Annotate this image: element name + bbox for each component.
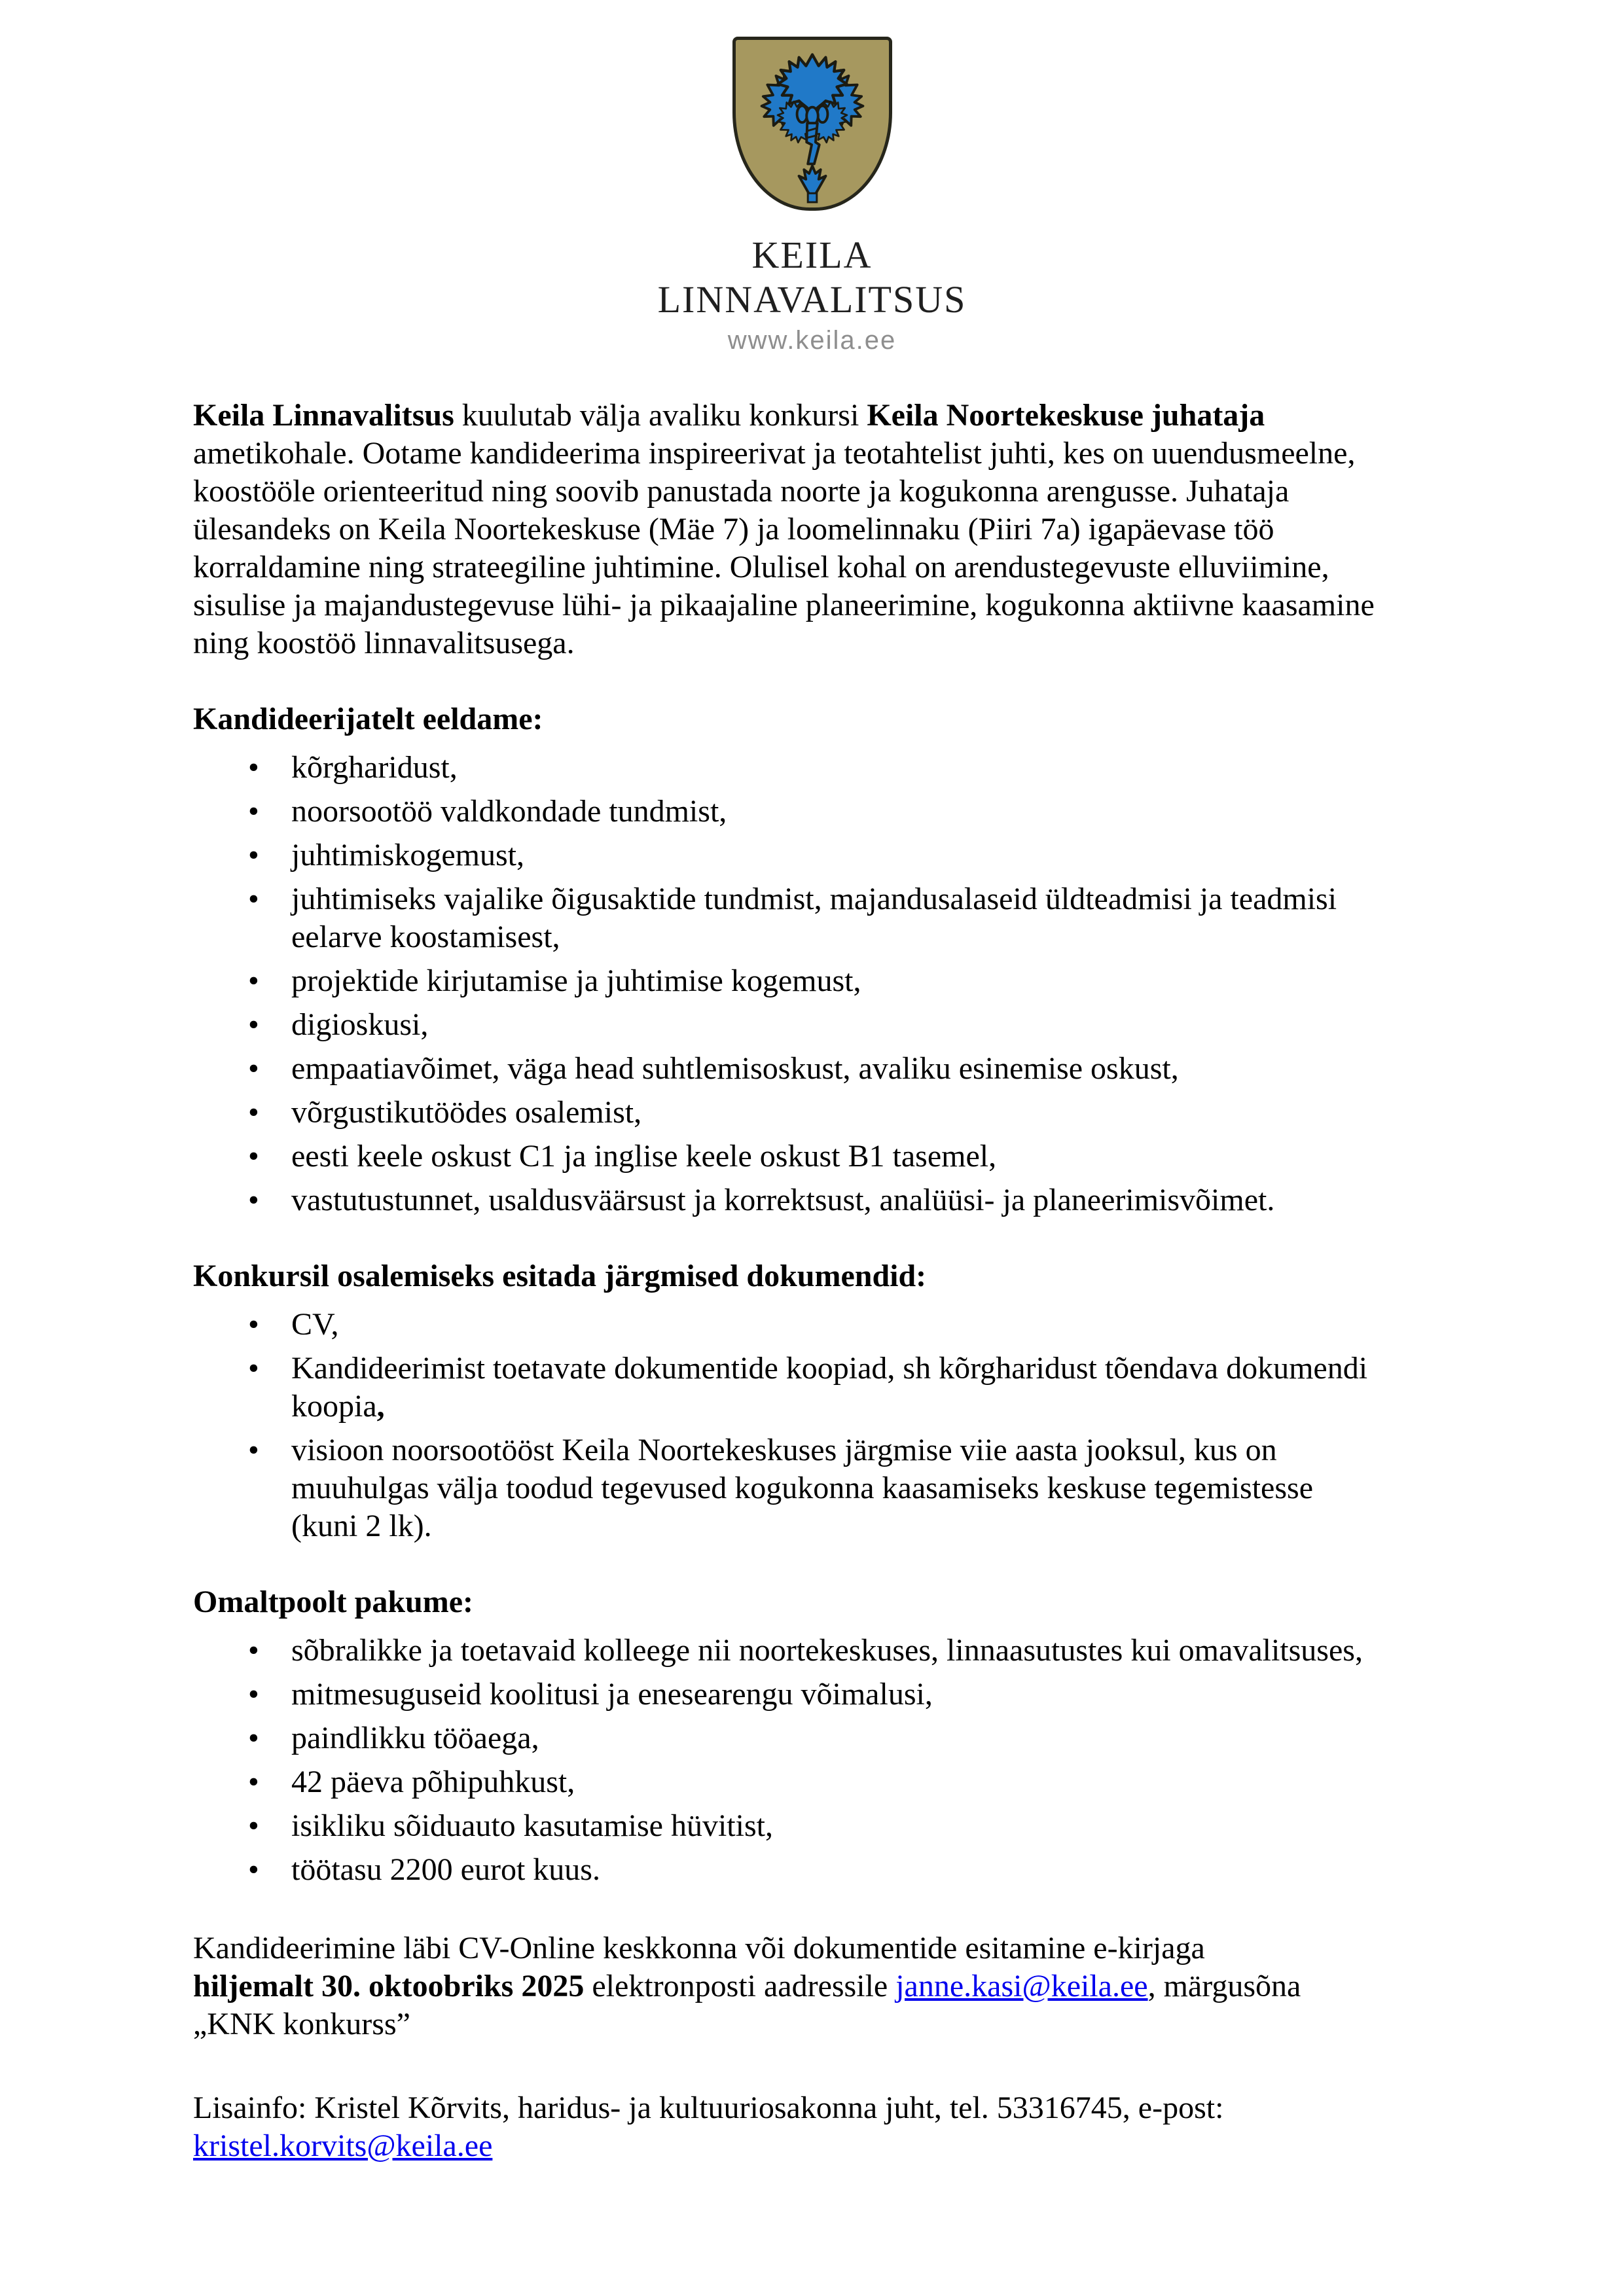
application-email-link[interactable]: janne.kasi@keila.ee [895,1969,1148,2003]
list-item-text: • digioskusi, [291,1007,429,1042]
paragraph-line [193,1967,1431,2005]
list-item [291,1632,1431,1670]
list-item [291,1719,1431,1757]
deadline-bold-text: hiljemalt 30. oktoobriks 2025 [193,1969,585,2003]
list-item-text: • Kandideerimist toetavate dokumentide koopiad, sh kõrgharidust tõendava dokumendi [291,1351,1368,1386]
list-item [291,749,1431,787]
bold-text: Keila Linnavalitsus [193,398,454,433]
org-website: www.keila.ee [727,326,897,355]
list-item [291,1676,1431,1713]
list-item [291,1763,1431,1801]
paragraph-line: sisulise ja majandustegevuse lühi- ja pikaajaline planeerimine, kogukonna aktiivne kaasamine [193,588,1375,622]
list-item [291,836,1431,874]
list-item-text: • eesti keele oskust C1 ja inglise keele oskust B1 tasemel, [291,1139,997,1174]
list-item-text: • isikliku sõiduauto kasutamise hüvitist, [291,1808,773,1843]
list-item-text: • 42 päeva põhipuhkust, [291,1765,575,1799]
list-item-text: • vastutustunnet, usaldusväärsust ja korrektsust, analüüsi- ja planeerimisvõimet. [291,1183,1275,1217]
section-heading-offer: Omaltpoolt pakume: [193,1585,474,1619]
body-text: koopia [291,1389,377,1424]
list-item-text: • juhtimiskogemust, [291,838,525,872]
list-item [291,1138,1431,1175]
org-name-line1: KEILA [751,234,873,276]
list-item-text: • empaatiavõimet, väga head suhtlemisoskust, avaliku esinemise oskust, [291,1051,1179,1086]
list-item-text: eelarve koostamisest, [291,920,560,954]
list-item-text: • kõrgharidust, [291,750,458,785]
list-item [291,1181,1431,1219]
body-text: kuulutab välja avaliku konkursi [454,398,867,433]
section-heading-documents: Konkursil osalemiseks esitada järgmised dokumendid: [193,1259,927,1293]
list-item-text: • töötasu 2200 eurot kuus. [291,1852,600,1887]
list-item [291,962,1431,1000]
list-item-text: • CV, [291,1307,339,1342]
list-item-text: • projektide kirjutamise ja juhtimise kogemust, [291,963,861,998]
list-item-text: muuhulgas välja toodud tegevused kogukonna kaasamiseks keskuse tegemistesse [291,1471,1314,1505]
offer-list [193,1632,1431,1889]
list-item [291,1006,1431,1044]
list-item-text: • võrgustikutöödes osalemist, [291,1095,642,1130]
list-item-text: • sõbralikke ja toetavaid kolleege nii noortekeskuses, linnaasutustes kui omavalitsuses, [291,1633,1363,1668]
paragraph-line: „KNK konkurss” [193,2007,410,2041]
org-name-line2: LINNAVALITSUS [657,278,967,321]
paragraph-line: ametikohale. Ootame kandideerima inspireerivat ja teotahtelist juhti, kes on uuendusmeelne, [193,436,1356,471]
list-item [291,1094,1431,1132]
intro-paragraph [193,397,1431,662]
documents-list [193,1306,1431,1545]
list-item-text: • visioon noorsootööst Keila Noortekeskuses järgmise viie aasta jooksul, kus on [291,1433,1277,1467]
paragraph-line: koostööle orienteeritud ning soovib panustada noorte ja kogukonna arengusse. Juhataja [193,474,1290,509]
application-paragraph [193,1929,1431,2043]
body-text: , märgusõna [1147,1969,1301,2003]
bold-text: Keila Noortekeskuse juhataja [867,398,1265,433]
list-item [291,1306,1431,1344]
list-item [291,1807,1431,1845]
list-item [291,880,1431,956]
body-text: elektronposti aadressile [584,1969,896,2003]
bold-text: , [376,1389,385,1424]
paragraph-line: ning koostöö linnavalitsusega. [193,626,575,660]
coat-of-arms [732,37,892,211]
paragraph-line: Lisainfo: Kristel Kõrvits, haridus- ja kultuuriosakonna juht, tel. 53316745, e-post: [193,2090,1224,2125]
list-item-text: • paindlikku tööaega, [291,1721,539,1755]
list-item-text: • juhtimiseks vajalike õigusaktide tundmist, majandusalaseid üldteadmisi ja teadmisi [291,882,1337,916]
paragraph-line: Kandideerimine läbi CV-Online keskkonna või dokumentide esitamine e-kirjaga [193,1931,1205,1965]
page-content [193,0,1431,2165]
list-item [291,1050,1431,1088]
paragraph-line: korraldamine ning strateegiline juhtimine. Olulisel kohal on arendustegevuste elluviimine, [193,550,1329,584]
list-item-text: • mitmesuguseid koolitusi ja enesearengu võimalusi, [291,1677,933,1712]
document-body [193,397,1431,2165]
contact-email-link[interactable]: kristel.korvits@keila.ee [193,2128,493,2163]
list-item [291,1431,1431,1545]
list-item [291,1350,1431,1426]
contact-paragraph [193,2089,1431,2165]
cornflower-icon [736,40,889,207]
section-heading-requirements: Kandideerijatelt eeldame: [193,702,543,736]
list-item-text: • noorsootöö valdkondade tundmist, [291,794,727,829]
paragraph-line: ülesandeks on Keila Noortekeskuse (Mäe 7) ja loomelinnaku (Piiri 7a) igapäevase töö [193,512,1274,547]
paragraph-line [193,2127,1431,2165]
list-item-text: (kuni 2 lk). [291,1509,432,1543]
requirements-list [193,749,1431,1219]
org-letterhead [193,0,1431,356]
list-item [291,793,1431,831]
paragraph-line [193,397,1431,435]
list-item-text [291,1388,1431,1426]
list-item [291,1851,1431,1889]
